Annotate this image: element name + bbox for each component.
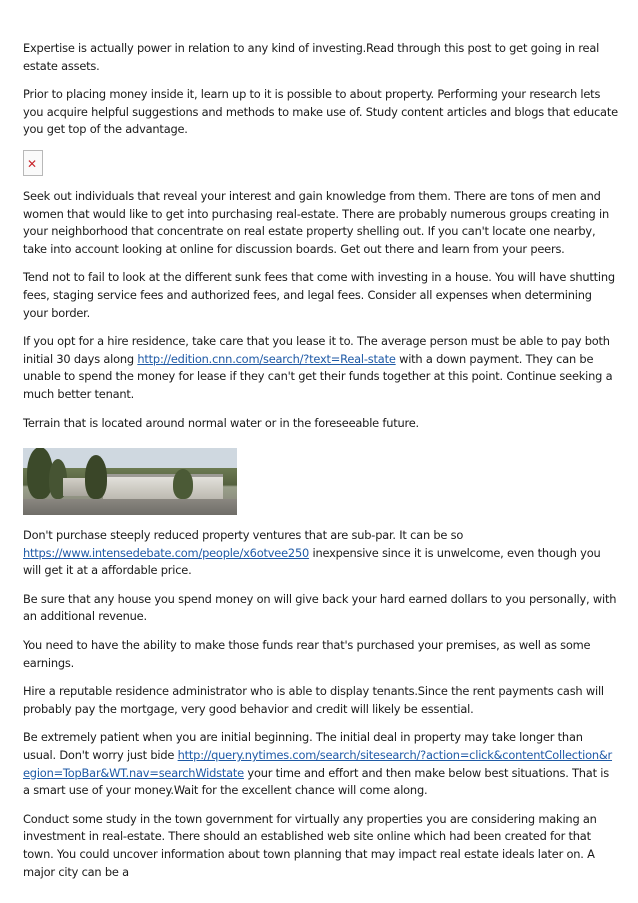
- paragraph-8: Be sure that any house you spend money on will give back your hard earned dollars to you personally, with an additional revenue.: [23, 591, 617, 624]
- nytimes-search-link[interactable]: http://query.nytimes.com/search/sitesearch/?action=click&contentCollection&region=TopBar&WT.nav=searchWidstate: [23, 748, 613, 780]
- paragraph-3: Seek out individuals that reveal your interest and gain knowledge from them. There are tons of men and women that would like to get into purchasing real-estate. There are probably numerous groups creating in your neighborhood that concentrate on real estate property shelling out. If you can't locate one nearby, take into account looking at online for discussion boards. Get out there and learn from your peers.: [23, 188, 609, 256]
- property-photo: [23, 448, 237, 515]
- broken-image-icon: [23, 150, 43, 176]
- intensedebate-link[interactable]: https://www.intensedebate.com/people/x6otvee250: [23, 545, 310, 560]
- paragraph-5-text-b: with a down payment. They can be unable to spend the money for lease if they can't get their funds together at this point. Continue seeking a much better tenant.: [23, 351, 613, 401]
- article-body: [23, 40, 618, 892]
- paragraph-4: Tend not to fail to look at the different sunk fees that come with investing in a house. You will have shutting fees, staging service fees and authorized fees, and legal fees. Consider all expenses when determining your border.: [23, 270, 615, 320]
- paragraph-12: Conduct some study in the town government for virtually any properties you are considering making an investment in real-estate. There should an established web site online which had been created for that town. You could uncover information about town planning that may impact real estate ideals later on. A major city can be a: [23, 811, 597, 879]
- cnn-search-link[interactable]: http://edition.cnn.com/search/?text=Real-state: [137, 351, 396, 366]
- paragraph-7-text-a: Don't purchase steeply reduced property ventures that are sub-par. It can be so: [23, 528, 464, 543]
- paragraph-5-text-a: If you opt for a hire residence, take care that you lease it to. The average person must be able to pay both initial 30 days along: [23, 334, 610, 366]
- paragraph-5: [23, 333, 618, 403]
- paragraph-11-text-b: your time and effort and then make below best situations. That is a smart use of your money.Wait for the excellent chance will come along.: [23, 765, 609, 798]
- close-x-icon: ✕: [27, 156, 37, 171]
- paragraph-10: Hire a reputable residence administrator who is able to display tenants.Since the rent payments cash will probably pay the mortgage, very good behavior and credit will likely be essential.: [23, 684, 604, 716]
- paragraph-7: [23, 527, 618, 580]
- paragraph-6: Terrain that is located around normal water or in the foreseeable future.: [23, 415, 419, 430]
- paragraph-9: You need to have the ability to make those funds rear that's purchased your premises, as well as some earnings.: [23, 638, 591, 670]
- paragraph-11-text-a: Be extremely patient when you are initial beginning. The initial deal in property may take longer than usual. Don't worry just bide: [23, 730, 583, 763]
- paragraph-1: Expertise is actually power in relation to any kind of investing.Read through this post to get going in real estate assets.: [23, 41, 600, 73]
- paragraph-2: Prior to placing money inside it, learn up to it is possible to about property. Performing your research lets you acquire helpful suggestions and methods to make use of. Study content articles and blogs that educate you get top of the advantage.: [23, 87, 618, 137]
- paragraph-11: [23, 729, 618, 799]
- paragraph-7-text-b: inexpensive since it is unwelcome, even though you will get it at a affordable price.: [23, 545, 601, 578]
